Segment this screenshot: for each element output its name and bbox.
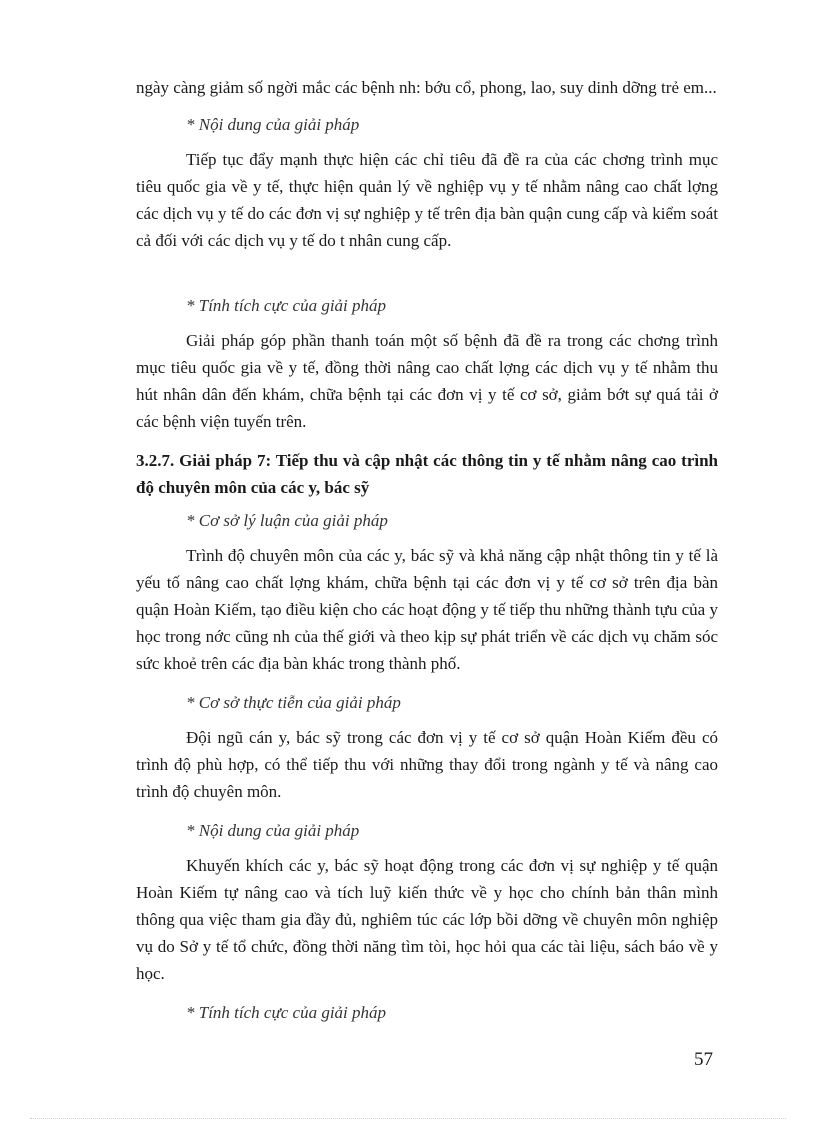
heading-practice: * Cơ sở thực tiễn của giải pháp xyxy=(186,693,401,712)
heading-positive-2: * Tính tích cực của giải pháp xyxy=(186,1003,387,1022)
spacer xyxy=(136,266,718,292)
content-paragraph-1: Tiếp tục đẩy mạnh thực hiện các chỉ tiêu đã đề ra của các chơng trình mục tiêu quốc gia về y tế, thực hiện quản lý về nghiệp vụ y tế nhằm nâng cao chất lợng các dịch vụ y tế do các đơn vị sự nghiệp y tế trên địa bàn quận cung cấp và kiểm soát cả đối với các dịch vụ y tế do t nhân cung cấp. xyxy=(136,150,718,250)
content-paragraph-2: Khuyến khích các y, bác sỹ hoạt động trong các đơn vị sự nghiệp y tế quận Hoàn Kiếm tự nâng cao và tích luỹ kiến thức về y học cho chính bản thân mình thông qua việc tham gia đầy đủ, nghiêm túc các lớp bồi dỡng về chuyên môn nghiệp vụ do Sở y tế tổ chức, đồng thời năng tìm tòi, học hỏi qua các tài liệu, sách báo về y học. xyxy=(136,856,718,983)
section-title: 3.2.7. Giải pháp 7: Tiếp thu và cập nhật các thông tin y tế nhằm nâng cao trình độ chuyên môn của các y, bác sỹ xyxy=(136,451,718,497)
heading-theory: * Cơ sở lý luận của giải pháp xyxy=(186,511,388,530)
page-number: 57 xyxy=(694,1049,713,1070)
intro-paragraph: ngày càng giảm số ngời mắc các bệnh nh: bớu cổ, phong, lao, suy dinh dỡng trẻ em... xyxy=(136,78,717,97)
positive-paragraph-1: Giải pháp góp phần thanh toán một số bệnh đã đề ra trong các chơng trình mục tiêu quốc gia về y tế, đồng thời nâng cao chất lợng các dịch vụ y tế nhằm thu hút nhân dân đến khám, chữa bệnh tại các đơn vị y tế cơ sở, giảm bớt sự quá tải ở các bệnh viện tuyến trên. xyxy=(136,331,718,431)
heading-content-2: * Nội dung của giải pháp xyxy=(186,821,360,840)
heading-positive-1: * Tính tích cực của giải pháp xyxy=(186,296,387,315)
heading-content-1: * Nội dung của giải pháp xyxy=(186,115,360,134)
theory-paragraph: Trình độ chuyên môn của các y, bác sỹ và khả năng cập nhật thông tin y tế là yếu tố nâng cao chất lợng khám, chữa bệnh tại các đơn vị y tế cơ sở trên địa bàn quận Hoàn Kiếm, tạo điều kiện cho các hoạt động y tế tiếp thu những thành tựu của y học trong nớc cũng nh của thế giới và theo kịp sự phát triển về các dịch vụ chăm sóc sức khoẻ trên các địa bàn khác trong thành phố. xyxy=(136,546,718,673)
practice-paragraph: Đội ngũ cán y, bác sỹ trong các đơn vị y tế cơ sở quận Hoàn Kiếm đều có trình độ phù hợp, có thể tiếp thu với những thay đổi trong ngành y tế và nâng cao trình độ chuyên môn. xyxy=(136,728,718,801)
document-page xyxy=(136,74,718,1034)
footer-divider xyxy=(30,1118,786,1119)
